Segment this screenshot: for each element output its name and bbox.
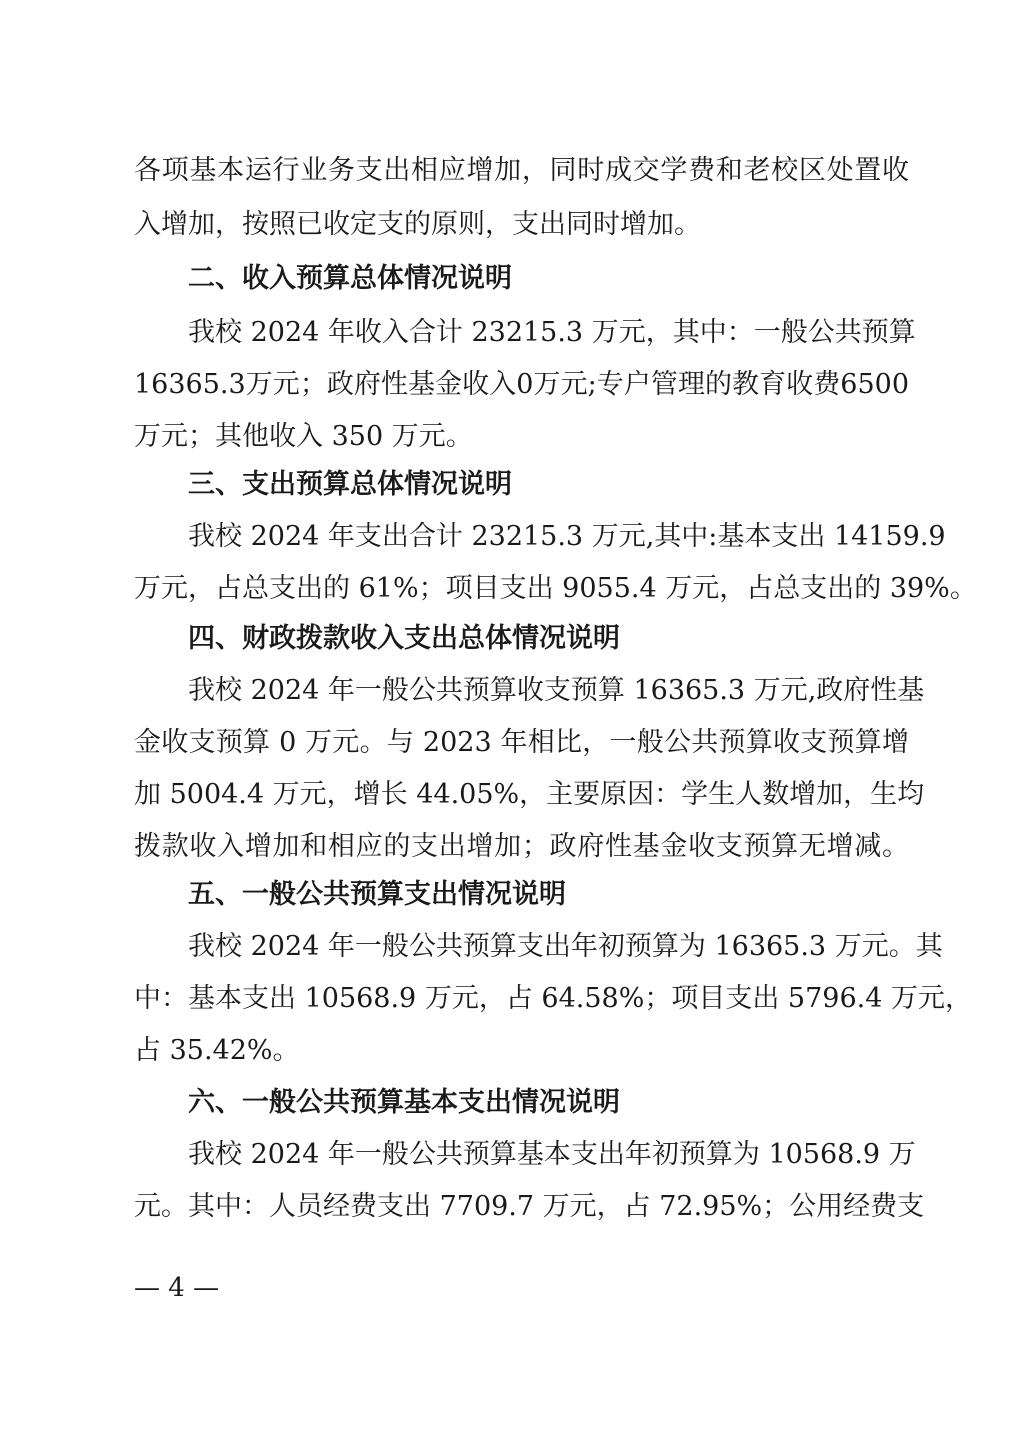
paragraph-line: 占 35.42%。 <box>134 1035 300 1066</box>
paragraph-line: 金收支预算 0 万元。与 2023 年相比，一般公共预算收支预算增 <box>134 727 909 758</box>
section-heading: 三、支出预算总体情况说明 <box>188 469 512 500</box>
paragraph-line: 我校 2024 年一般公共预算基本支出年初预算为 10568.9 万 <box>188 1139 916 1170</box>
paragraph-line: 各项基本运行业务支出相应增加，同时成交学费和老校区处置收 <box>134 155 909 186</box>
paragraph-line: 我校 2024 年支出合计 23215.3 万元,其中:基本支出 14159.9 <box>188 521 946 552</box>
paragraph-line: 16365.3万元；政府性基金收入0万元;专户管理的教育收费6500 <box>134 369 909 400</box>
paragraph-line: 我校 2024 年一般公共预算支出年初预算为 16365.3 万元。其 <box>188 931 943 962</box>
paragraph-line: 中：基本支出 10568.9 万元，占 64.58%；项目支出 5796.4 万元， <box>134 983 972 1014</box>
section-heading: 四、财政拨款收入支出总体情况说明 <box>188 623 620 654</box>
paragraph-line: 我校 2024 年一般公共预算收支预算 16365.3 万元,政府性基 <box>188 675 925 706</box>
paragraph-line: 加 5004.4 万元，增长 44.05%，主要原因：学生人数增加，生均 <box>134 779 925 810</box>
paragraph-line: 我校 2024 年收入合计 23215.3 万元，其中：一般公共预算 <box>188 317 916 348</box>
page-number: — 4 — <box>134 1273 220 1303</box>
paragraph-line: 万元；其他收入 350 万元。 <box>134 421 473 452</box>
section-heading: 二、收入预算总体情况说明 <box>188 263 512 294</box>
paragraph-line: 万元，占总支出的 61%；项目支出 9055.4 万元，占总支出的 39%。 <box>134 573 977 604</box>
paragraph-line: 元。其中：人员经费支出 7709.7 万元，占 72.95%；公用经费支 <box>134 1191 925 1222</box>
paragraph-line: 拨款收入增加和相应的支出增加；政府性基金收支预算无增减。 <box>134 831 909 862</box>
section-heading: 六、一般公共预算基本支出情况说明 <box>188 1087 620 1118</box>
paragraph-line: 入增加，按照已收定支的原则，支出同时增加。 <box>134 209 701 240</box>
section-heading: 五、一般公共预算支出情况说明 <box>188 879 566 910</box>
